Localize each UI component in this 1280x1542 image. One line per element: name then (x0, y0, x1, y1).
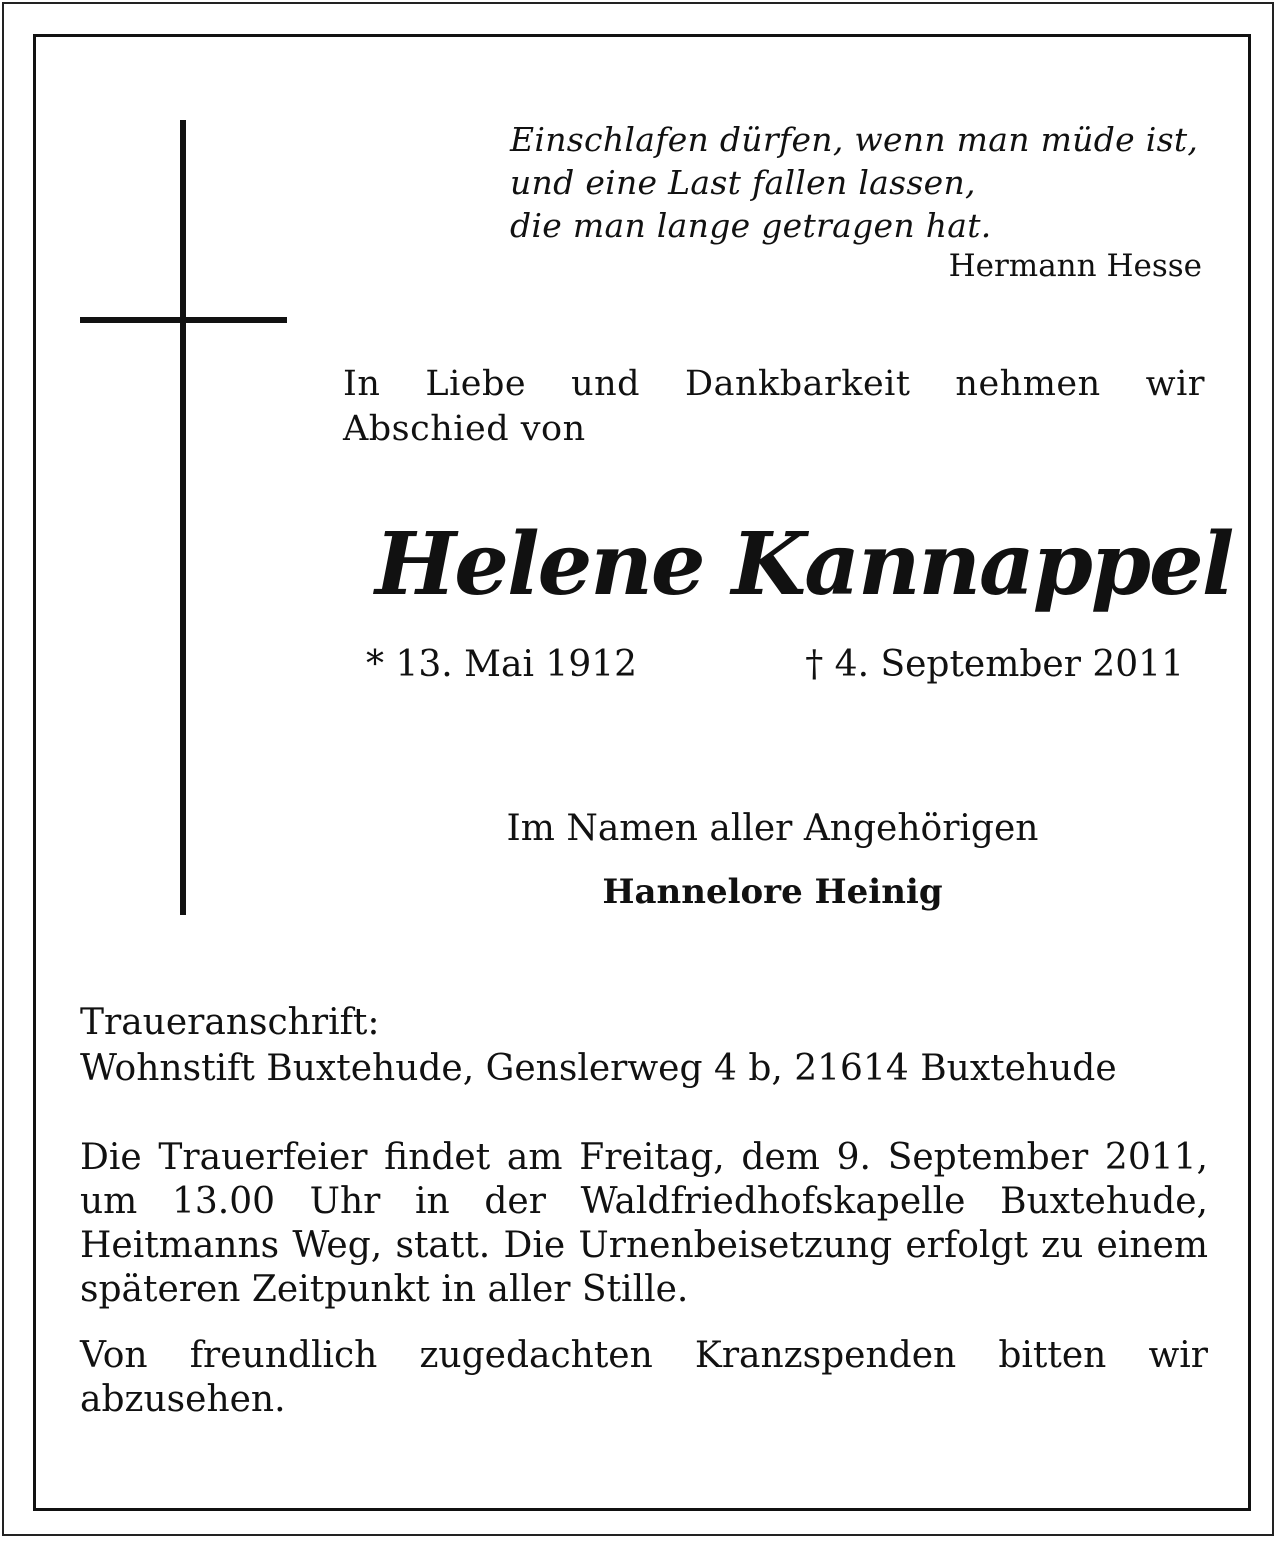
birth-date: * 13. Mai 1912 (366, 644, 638, 685)
address-label: Traueranschrift: (80, 1002, 380, 1043)
cross-icon (180, 120, 186, 915)
address-value: Wohnstift Buxtehude, Genslerweg 4 b, 21614 Buxtehude (80, 1048, 1117, 1089)
intro-text: In Liebe und Dankbarkeit nehmen wir Abschied von (343, 364, 1205, 449)
death-date: † 4. September 2011 (805, 644, 1184, 685)
quote-line: Einschlafen dürfen, wenn man müde ist, (510, 120, 1199, 159)
quote (510, 118, 1210, 247)
request-text: Von freundlich zugedachten Kranzspenden bitten wir abzusehen. (80, 1335, 1208, 1420)
family-line: Im Namen aller Angehörigen (506, 808, 1039, 849)
family-name: Hannelore Heinig (602, 872, 943, 912)
deceased-name: Helene Kannappel (375, 514, 1233, 615)
ceremony-text: Die Trauerfeier findet am Freitag, dem 9. September 2011, um 13.00 Uhr in der Waldfriedhofskapelle Buxtehude, Heitmanns Weg, statt. Die Urnenbeisetzung erfolgt zu einem späteren Zeitpunkt in aller Stille. (80, 1137, 1208, 1310)
cross-icon-crossbar (80, 317, 287, 323)
quote-line: und eine Last fallen lassen, (510, 163, 976, 202)
quote-line: die man lange getragen hat. (510, 206, 992, 245)
quote-author: Hermann Hesse (948, 248, 1202, 284)
